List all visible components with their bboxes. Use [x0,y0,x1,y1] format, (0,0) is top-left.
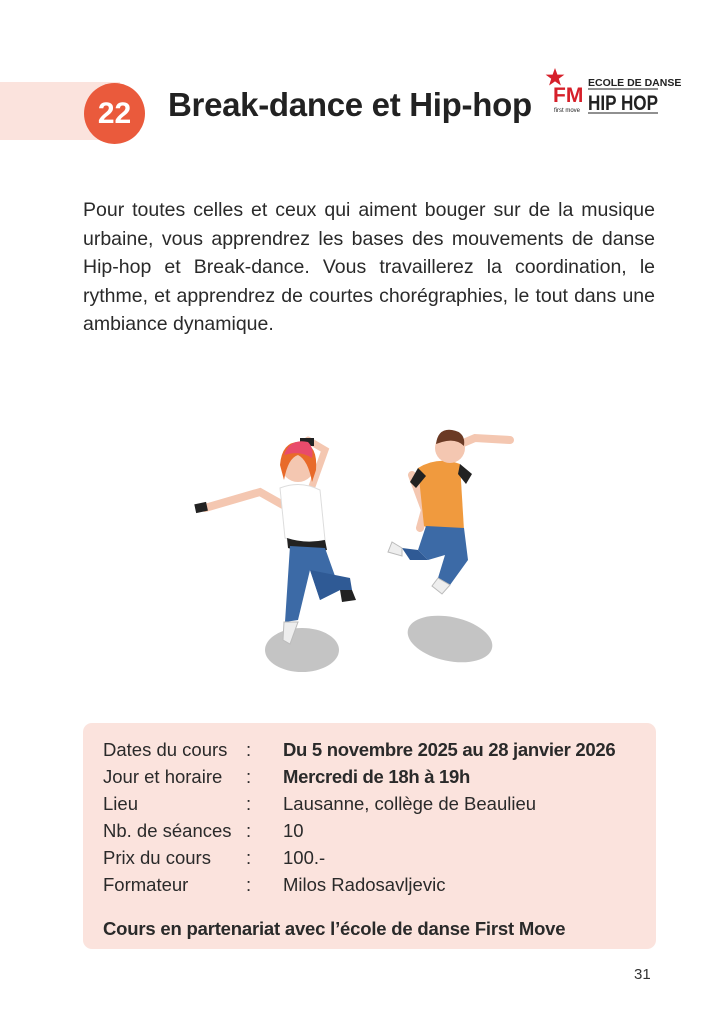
first-move-logo [544,66,682,116]
detail-colon: : [246,847,252,868]
detail-value: Milos Radosavljevic [283,874,446,895]
detail-colon: : [246,820,252,841]
partner-note: Cours en partenariat avec l’école de danse First Move [103,918,566,939]
logo-small: first move [554,108,581,114]
detail-label: Prix du cours [103,847,211,868]
dancer-shadow-left [265,628,339,672]
course-number-badge: 22 [84,83,145,144]
detail-colon: : [246,766,252,787]
dancers-illustration [180,410,540,680]
dancer-man [388,430,510,594]
detail-label: Nb. de séances [103,820,232,841]
detail-value: 100.- [283,847,326,868]
detail-value: Du 5 novembre 2025 au 28 janvier 2026 [283,739,616,760]
dancer-shadow-right [403,609,496,670]
page-title: Break-dance et Hip-hop [168,86,532,123]
logo-line2: HIP HOP [588,92,658,115]
detail-label: Jour et horaire [103,766,223,787]
detail-colon: : [246,739,252,760]
detail-colon: : [246,874,252,895]
detail-colon: : [246,793,252,814]
course-details-panel [83,723,656,949]
detail-label: Formateur [103,874,189,895]
page-number: 31 [634,966,651,983]
detail-value: Mercredi de 18h à 19h [283,766,471,787]
dancer-woman [194,438,356,644]
logo-mark: FM [553,84,584,107]
detail-label: Lieu [103,793,138,814]
detail-value: Lausanne, collège de Beaulieu [283,793,537,814]
logo-line1: ECOLE DE DANSE [588,77,682,89]
detail-value: 10 [283,820,304,841]
detail-label: Dates du cours [103,739,228,760]
course-description: Pour toutes celles et ceux qui aiment bouger sur de la musique urbaine, vous apprendrez les bases des mouvements de danse Hip-hop et Break-dance. Vous travaillerez la coordination, le rythme, et apprendrez de courtes chorégraphies, le tout dans une ambiance dynamique. [83,199,655,336]
